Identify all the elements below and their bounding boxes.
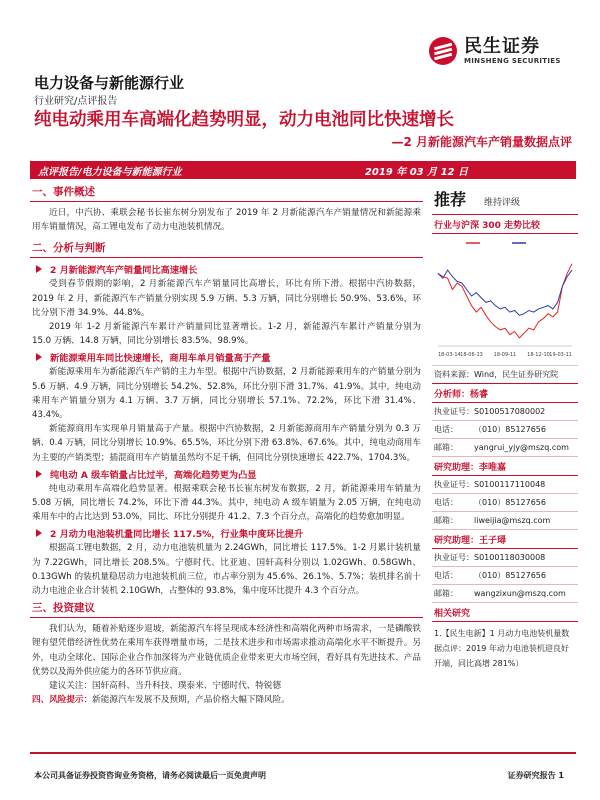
paragraph: 我们认为，随着补贴逐步退坡，新能源汽车将呈现成本经济性和高端化两种市场需求，一是磷酸铁锂有望凭借经济性优势在乘用车获得增量市场，二是技术进步和市场需求推动高端化水平不断提升。另外，电动全球化、国际企业合作加深将为产业链优质企业带来更大市场空间，看好具有先进技术、产品优势以及海外供应能力的各环节供应商。 [32, 624, 421, 677]
arrow-bullet-icon [36, 353, 42, 361]
logo-chinese-name: 民生证券 [464, 36, 540, 57]
arrow-bullet-icon [36, 529, 42, 537]
rating-value: 推荐 [434, 190, 467, 209]
analyst-phone-row [432, 494, 578, 512]
paragraph: 新能源乘用车为新能源汽车产销的主力车型。根据中汽协数据，2 月新能源乘用车的产销量分别为 5.6 万辆、4.9 万辆，同比分别增长 54.2%、52.8%，环比分别下滑 31.7%、41.9%。其中，纯电动乘用车产销量分别为 4.1 万辆、3.7 万辆，同比分别增长 57.1%、72.2%，环比下滑 31.4%、43.4%。 [32, 367, 421, 421]
arrow-bullet-icon [36, 470, 42, 478]
logo-english-name: MINSHENG SECURITIES [464, 57, 561, 65]
disclaimer-note: 本公司具备证券投资咨询业务资格，请务必阅读最后一页免责声明 [34, 771, 266, 780]
section-heading-investment: 三、投资建议 [30, 598, 423, 618]
subheading [30, 350, 423, 364]
minsheng-logo-icon [428, 36, 458, 66]
analyst-title: 分析师：杨睿 [432, 384, 578, 403]
analyst-title: 研究助理：王子璕 [432, 530, 578, 549]
analyst-email-row [432, 585, 578, 603]
phone-number: （010）85127656 [474, 425, 546, 434]
label: 执业证号： [434, 480, 474, 489]
subheading-text: 纯电动 A 级车销量占比过半，高端化趋势更为凸显 [50, 469, 257, 481]
rating-box [432, 187, 578, 215]
analyst-phone-row [432, 421, 578, 439]
license-number: S0100118030008 [474, 553, 546, 562]
phone-number: （010）85127656 [474, 498, 546, 507]
page-subtitle: —2 月新能源汽车产销量数据点评 [391, 135, 572, 149]
related-research-heading: 相关研究 [432, 603, 578, 622]
email-link[interactable]: yangrui_yjy@mszq.com [474, 443, 569, 452]
trend-chart-svg [432, 234, 578, 366]
label: 执业证号： [434, 553, 474, 562]
recommendation: 建议关注：国轩高科、当升科技、璞泰来、宁德时代、特锐德 [49, 681, 282, 692]
x-tick-label: 18-12-10 [527, 352, 550, 358]
analyst-license-row [432, 549, 578, 567]
main-content [30, 182, 423, 707]
label: 邮箱： [434, 589, 458, 598]
analyst-title: 研究助理：李唯嘉 [432, 457, 578, 476]
sidebar [432, 187, 578, 675]
subheading [30, 262, 423, 276]
label: 电话： [434, 571, 458, 580]
risk-label: 四、风险提示： [32, 695, 93, 706]
subheading-text: 新能源乘用车同比快速增长，商用车单月销量高于产量 [50, 353, 271, 365]
section-heading-event: 一、事件概述 [30, 182, 423, 202]
subheading-text: 2 月动力电池装机量同比增长 117.5%，行业集中度环比提升 [50, 529, 304, 541]
arrow-bullet-icon [36, 265, 42, 273]
analyst-license-row [432, 403, 578, 421]
paragraph: 近日，中汽协、乘联会秘书长崔东树分别发布了 2019 年 2 月新能源汽车产销量情况和新能源乘用车销量情况，高工锂电发布了动力电池装机情况。 [32, 208, 421, 233]
paragraph: 纯电动乘用车高端化趋势显著。根据乘联会秘书长崔东树发布数据，2 月，新能源乘用车销量为 5.08 万辆，同比增长 74.2%，环比下滑 44.3%。其中，纯电动 A 级车销量为 2.05 万辆，在纯电动乘用车中的占比达到 53.0%，同比、环比分别提升 41.2、7.3 个百分点，高端化的趋势愈加明显。 [32, 483, 421, 523]
risk-text: 新能源汽车发展不及预期，产品价格大幅下降风险。 [92, 695, 290, 706]
paragraph: 新能源商用车实现单月销量高于产量。根据中汽协数据，2 月新能源商用车产销量分别为 0.3 万辆、0.4 万辆，同比分别增长 10.9%、65.5%，环比分别下滑 63.8%、67.6%。其中，纯电动商用车为主要的产销类型；插混商用车产销量虽然均不足千辆，但同比分别快速增长 422.7%、1704.3%。 [32, 424, 421, 463]
subheading-text: 2 月新能源汽车产销量同比高速增长 [50, 265, 198, 277]
series-line-0 [438, 264, 572, 338]
risk-warning [30, 693, 423, 707]
subheading [30, 526, 423, 540]
label: 电话： [434, 425, 458, 434]
label: 邮箱： [434, 443, 458, 452]
label: 执业证号： [434, 407, 474, 416]
company-logo [428, 34, 578, 68]
report-date: 2019 年 03 月 12 日 [364, 166, 468, 178]
x-tick-label: 19-03-11 [549, 352, 572, 358]
email-link[interactable]: wangzixun@mszq.com [474, 589, 566, 598]
subheading [30, 467, 423, 481]
page-number: 证券研究报告 1 [507, 771, 564, 780]
report-type: 行业研究/点评报告 [34, 96, 118, 107]
license-number: S0100517080002 [474, 407, 546, 416]
chart-heading: 行业与沪深 300 走势比较 [432, 215, 578, 234]
label: 电话： [434, 498, 458, 507]
paragraph: 受到春节假期的影响，2 月新能源汽车产销量同比高增长，环比有所下滑。根据中汽协数据，2019 年 2 月，新能源汽车产销量分别实现 5.9 万辆、5.3 万辆，同比分别增长 50.9%、53.6%，环比分别下滑 34.9%、44.8%。 [32, 279, 421, 318]
license-number: S0100117110048 [474, 480, 546, 489]
analyst-phone-row [432, 567, 578, 585]
email-link[interactable]: liweijia@mszq.com [474, 516, 551, 525]
footer-divider [30, 752, 576, 754]
analyst-license-row [432, 476, 578, 494]
rating-status: 维持评级 [484, 198, 521, 208]
industry-name: 电力设备与新能源行业 [34, 74, 185, 92]
related-research-item[interactable]: 1.【民生电新】1 月动力电池装机量数据点评：2019 年动力电池装机迎良好开端，同比高增 281%） [434, 629, 570, 668]
series-line-1 [438, 270, 572, 315]
paragraph: 根据高工锂电数据，2 月，动力电池装机量为 2.24GWh，同比增长 117.5%。1-2 月累计装机量为 7.22GWh，同比增长 208.5%。宁德时代、比亚迪、国轩高科分别以 1.02GWh、0.58GWh、0.13GWh 的装机量稳居动力电池装机前三位，市占率分别为 45.6%、26.1%、5.7%；装机排名前十动力电池企业合计装机 2.10GWh，占整体的 93.8%，集中度环比提升 4.3 个百分点。 [32, 543, 421, 597]
x-tick-label: 18-06-13 [460, 352, 483, 358]
section-heading-analysis: 二、分析与判断 [30, 238, 423, 258]
analyst-email-row [432, 439, 578, 457]
x-tick-label: 18-03-14 [438, 352, 461, 358]
label: 邮箱： [434, 516, 458, 525]
chart-source: 资料来源：Wind，民生证券研究院 [432, 366, 578, 384]
report-category: 点评报告/电力设备与新能源行业 [38, 166, 182, 178]
page-title: 纯电动乘用车高端化趋势明显，动力电池同比快速增长 [34, 110, 454, 130]
x-tick-label: 18-09-11 [493, 352, 517, 358]
phone-number: （010）85127656 [474, 571, 546, 580]
report-info-bar [30, 161, 576, 179]
analyst-email-row [432, 512, 578, 530]
trend-chart [432, 234, 578, 366]
paragraph: 2019 年 1-2 月新能源汽车累计产销量同比显著增长。1-2 月，新能源汽车累计产销量分别为 15.0 万辆、14.8 万辆，同比分别增长 83.5%、98.9%。 [32, 322, 421, 347]
